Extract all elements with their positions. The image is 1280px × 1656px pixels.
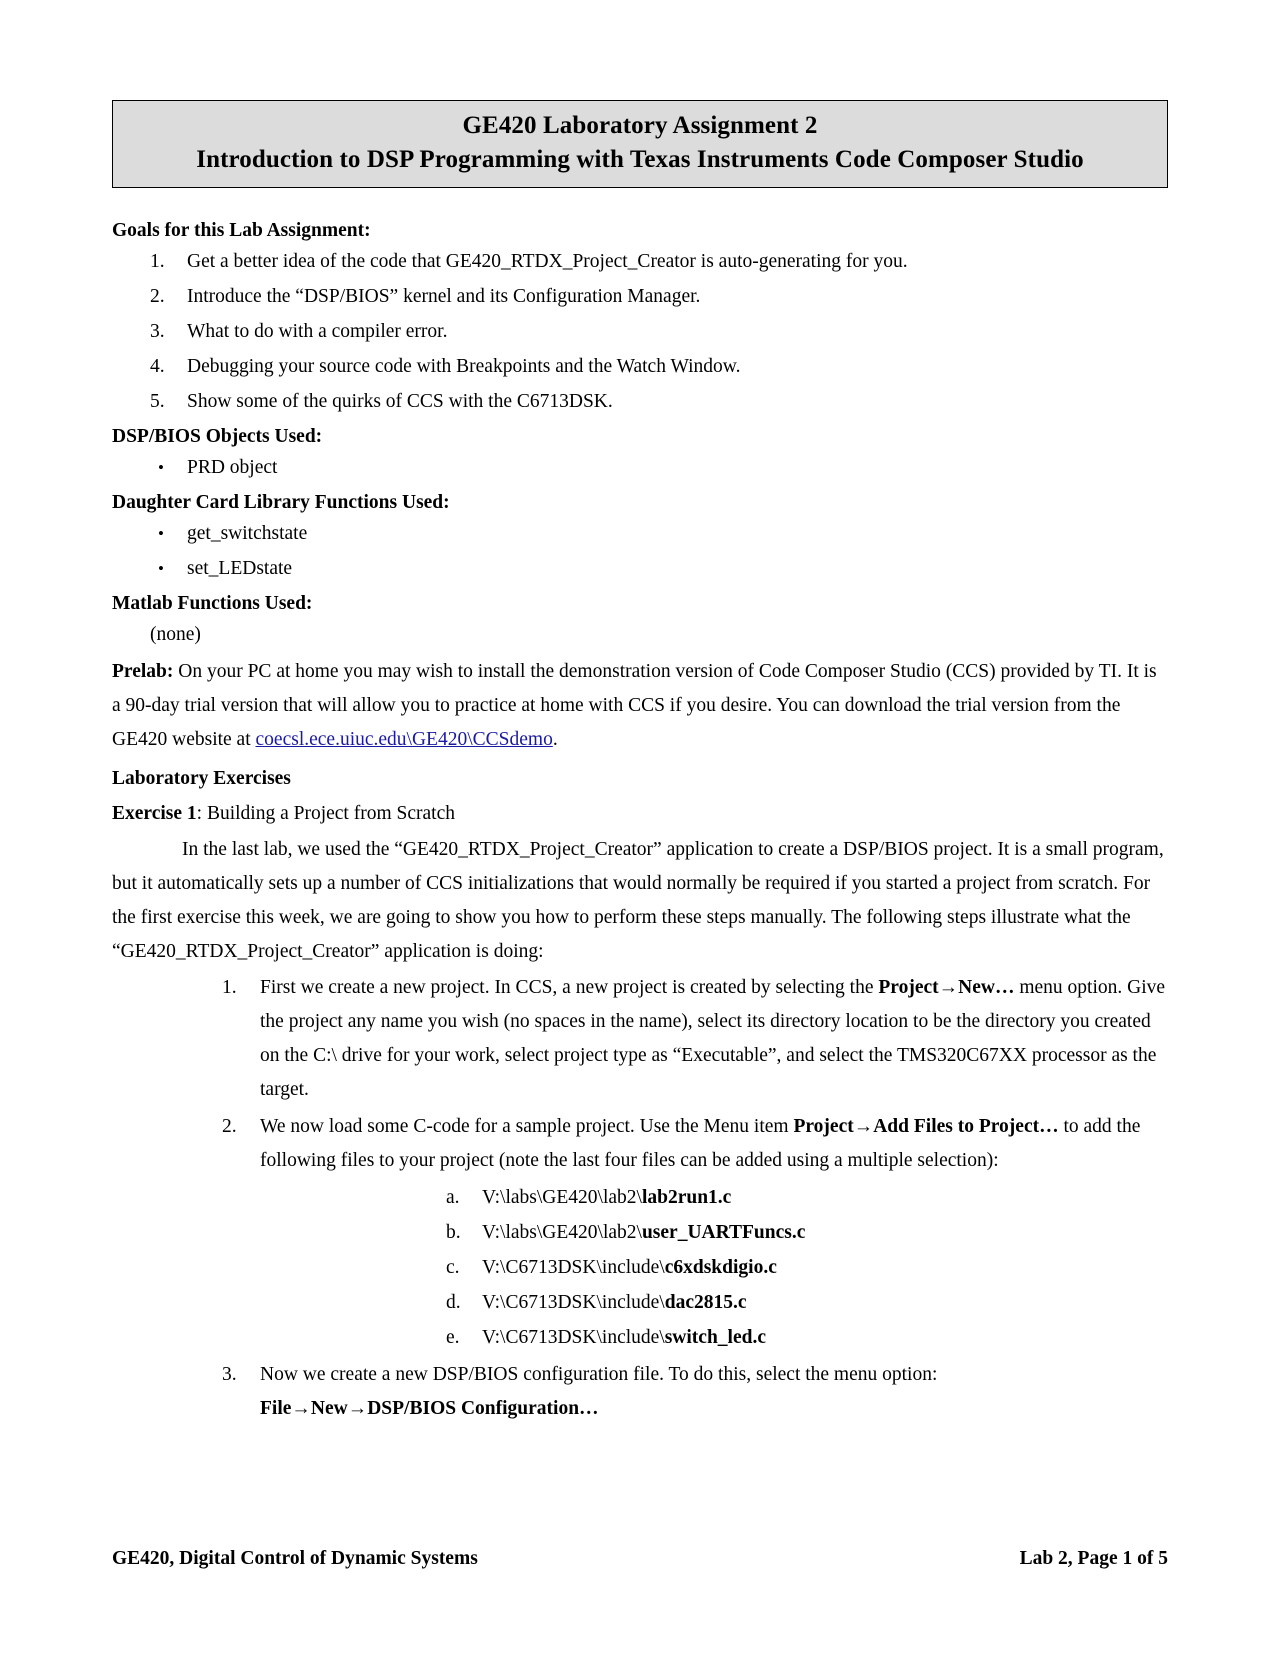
list-item [112,354,1168,379]
list-item [112,971,1168,1107]
list-marker: 5. [150,391,165,412]
lab-exercises-heading: Laboratory Exercises [112,768,291,789]
step-text-post: menu option. Give the project any name you wish (no spaces in the name), select its directory location to be the directory you created on the C:\ drive for your work, select project type as “Executable”, and select the TMS320C67XX processor as the target. [260,977,1166,1100]
step-text-pre: First we create a new project. In CCS, a new project is created by selecting the [260,977,879,998]
list-item [112,1358,1168,1426]
page-footer [112,1548,1168,1570]
file-name: lab2run1.c [641,1187,732,1208]
file-path: V:\C6713DSK\include\ [482,1292,665,1313]
daughter-list [112,521,1168,581]
title-box [112,100,1168,188]
file-name: switch_led.c [664,1327,766,1348]
file-name: c6xdskdigio.c [664,1257,777,1278]
list-item [260,1215,1168,1250]
files-list [260,1180,1168,1355]
dspbios-heading: DSP/BIOS Objects Used: [112,426,323,447]
footer-left: GE420, Digital Control of Dynamic Systems [112,1548,478,1569]
bullet-icon: • [158,458,164,477]
footer-right: Lab 2, Page 1 of 5 [1019,1548,1168,1569]
list-text: PRD object [187,457,278,478]
list-item [260,1180,1168,1215]
goals-heading: Goals for this Lab Assignment: [112,220,371,241]
list-item [112,389,1168,414]
list-text: Debugging your source code with Breakpoints and the Watch Window. [187,356,741,377]
list-marker: 2. [150,286,165,307]
prelab-label: Prelab: [112,661,174,682]
exercise-1-intro: In the last lab, we used the “GE420_RTDX_Project_Creator” application to create a DSP/BIOS project. It is a small program, but it automatically sets up a number of CCS initializations that would normally be required if you started a project from scratch. For the first exercise this week, we are going to show you how to perform these steps manually. The following steps illustrate what the “GE420_RTDX_Project_Creator” application is doing: [112,839,1164,962]
steps-list [112,971,1168,1426]
file-path: V:\labs\GE420\lab2\ [482,1222,642,1243]
list-marker: 3. [222,1364,237,1385]
list-item [112,455,1168,480]
file-name: dac2815.c [664,1292,747,1313]
file-path: V:\C6713DSK\include\ [482,1327,665,1348]
daughter-heading: Daughter Card Library Functions Used: [112,492,450,513]
list-marker: 2. [222,1116,237,1137]
list-marker: 4. [150,356,165,377]
title-line-2: Introduction to DSP Programming with Texas Instruments Code Composer Studio [196,146,1084,173]
file-path: V:\C6713DSK\include\ [482,1257,665,1278]
list-marker: d. [446,1292,461,1313]
list-item [260,1320,1168,1355]
list-marker: 1. [150,251,165,272]
exercise-title: : Building a Project from Scratch [196,803,455,824]
step-text-pre: We now load some C-code for a sample project. Use the Menu item [260,1116,794,1137]
list-item [112,556,1168,581]
list-item [112,521,1168,546]
bullet-icon: • [158,559,164,578]
list-marker: e. [446,1327,460,1348]
exercise-label: Exercise 1 [112,803,197,824]
list-text: Show some of the quirks of CCS with the C6713DSK. [187,391,613,412]
prelab-paragraph [112,655,1168,757]
prelab-text-1: On your PC at home you may wish to install the demonstration version of Code Composer Studio (CCS) provided by TI. It is a 90-day trial version that will allow you to practice at home with CCS if you desire. You can download the trial version from the GE420 website at [112,661,1157,750]
list-item [260,1250,1168,1285]
dspbios-list [112,455,1168,480]
list-item [112,249,1168,274]
list-text: get_switchstate [187,523,308,544]
step-text-post: to add the following files to your project (note the last four files can be added using a multiple selection): [260,1116,1141,1171]
list-item [112,319,1168,344]
list-text: Get a better idea of the code that GE420_RTDX_Project_Creator is auto-generating for you. [187,251,908,272]
matlab-none: (none) [150,624,201,645]
list-item [260,1285,1168,1320]
step-menu-path: Project→Add Files to Project… [793,1116,1059,1137]
list-marker: 1. [222,977,237,998]
file-path: V:\labs\GE420\lab2\ [482,1187,642,1208]
title-line-1: GE420 Laboratory Assignment 2 [462,112,818,139]
list-marker: b. [446,1222,461,1243]
step3-menu-path: File→New→DSP/BIOS Configuration… [260,1398,599,1419]
file-name: user_UARTFuncs.c [641,1222,806,1243]
list-text: What to do with a compiler error. [187,321,448,342]
list-marker: 3. [150,321,165,342]
prelab-text-2: . [552,729,558,750]
list-text: Introduce the “DSP/BIOS” kernel and its Configuration Manager. [187,286,701,307]
goals-list [112,249,1168,414]
list-item [112,1110,1168,1355]
exercise-1-heading [112,797,1168,831]
list-marker: a. [446,1187,460,1208]
list-text: set_LEDstate [187,558,293,579]
bullet-icon: • [158,524,164,543]
ccsdemo-link[interactable]: coecsl.ece.uiuc.edu\GE420\CCSdemo [255,729,553,750]
step-menu-path: Project→New… [878,977,1015,998]
list-marker: c. [446,1257,460,1278]
step-text: Now we create a new DSP/BIOS configuration file. To do this, select the menu option: [260,1364,938,1385]
matlab-heading: Matlab Functions Used: [112,593,313,614]
list-item [112,284,1168,309]
